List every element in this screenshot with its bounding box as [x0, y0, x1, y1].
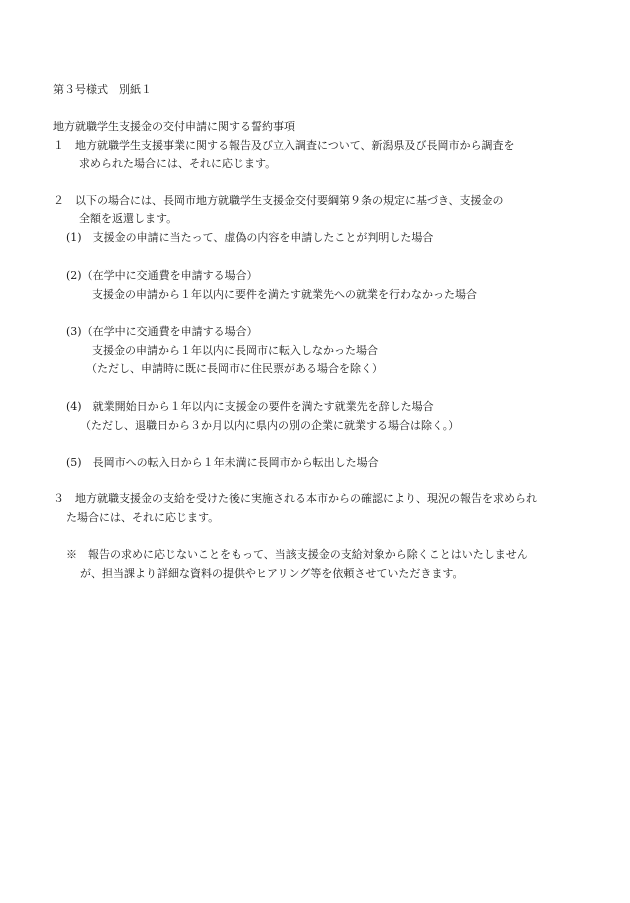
- item2-sub4-line2: （ただし、退職日から３か月以内に県内の別の企業に就業する場合は除く。）: [80, 419, 460, 432]
- note-line2: が、担当課より詳細な資料の提供やヒアリング等を依頼させていただきます。: [80, 567, 464, 580]
- item2-sub3-line2: 支援金の申請から１年以内に長岡市に転入しなかった場合: [92, 344, 378, 357]
- item2-sub2-line2: 支援金の申請から１年以内に要件を満たす就業先への就業を行わなかった場合: [92, 288, 477, 301]
- item3-line2: た場合には、それに応じます。: [66, 511, 220, 524]
- document-title: 地方就職学生支援金の交付申請に関する誓約事項: [53, 120, 295, 133]
- item2-sub5: (5) 長岡市への転入日から１年未満に長岡市から転出した場合: [66, 456, 379, 469]
- item3-line1: ３ 地方就職支援金の支給を受けた後に実施される本市からの確認により、現況の報告を求められ: [53, 492, 537, 505]
- item2-sub2-line1: (2)（在学中に交通費を申請する場合）: [66, 269, 258, 282]
- item1-line1: １ 地方就職学生支援事業に関する報告及び立入調査について、新潟県及び長岡市から調査を: [53, 139, 515, 152]
- item2-line2: 全額を返還します。: [79, 212, 178, 225]
- form-label: 第３号様式 別紙１: [53, 83, 152, 96]
- item2-line1: ２ 以下の場合には、長岡市地方就職学生支援金交付要綱第９条の規定に基づき、支援金の: [53, 194, 504, 207]
- item2-sub3-line3: （ただし、申請時に既に長岡市に住民票がある場合を除く）: [86, 362, 383, 375]
- note-line1: ※ 報告の求めに応じないことをもって、当該支援金の支給対象から除くことはいたしません: [66, 548, 528, 561]
- item1-line2: 求められた場合には、それに応じます。: [79, 157, 277, 170]
- item2-sub4-line1: (4) 就業開始日から１年以内に支援金の要件を満たす就業先を辞した場合: [66, 400, 434, 413]
- item2-sub1: (1) 支援金の申請に当たって、虚偽の内容を申請したことが判明した場合: [66, 231, 434, 244]
- item2-sub3-line1: (3)（在学中に交通費を申請する場合）: [66, 325, 258, 338]
